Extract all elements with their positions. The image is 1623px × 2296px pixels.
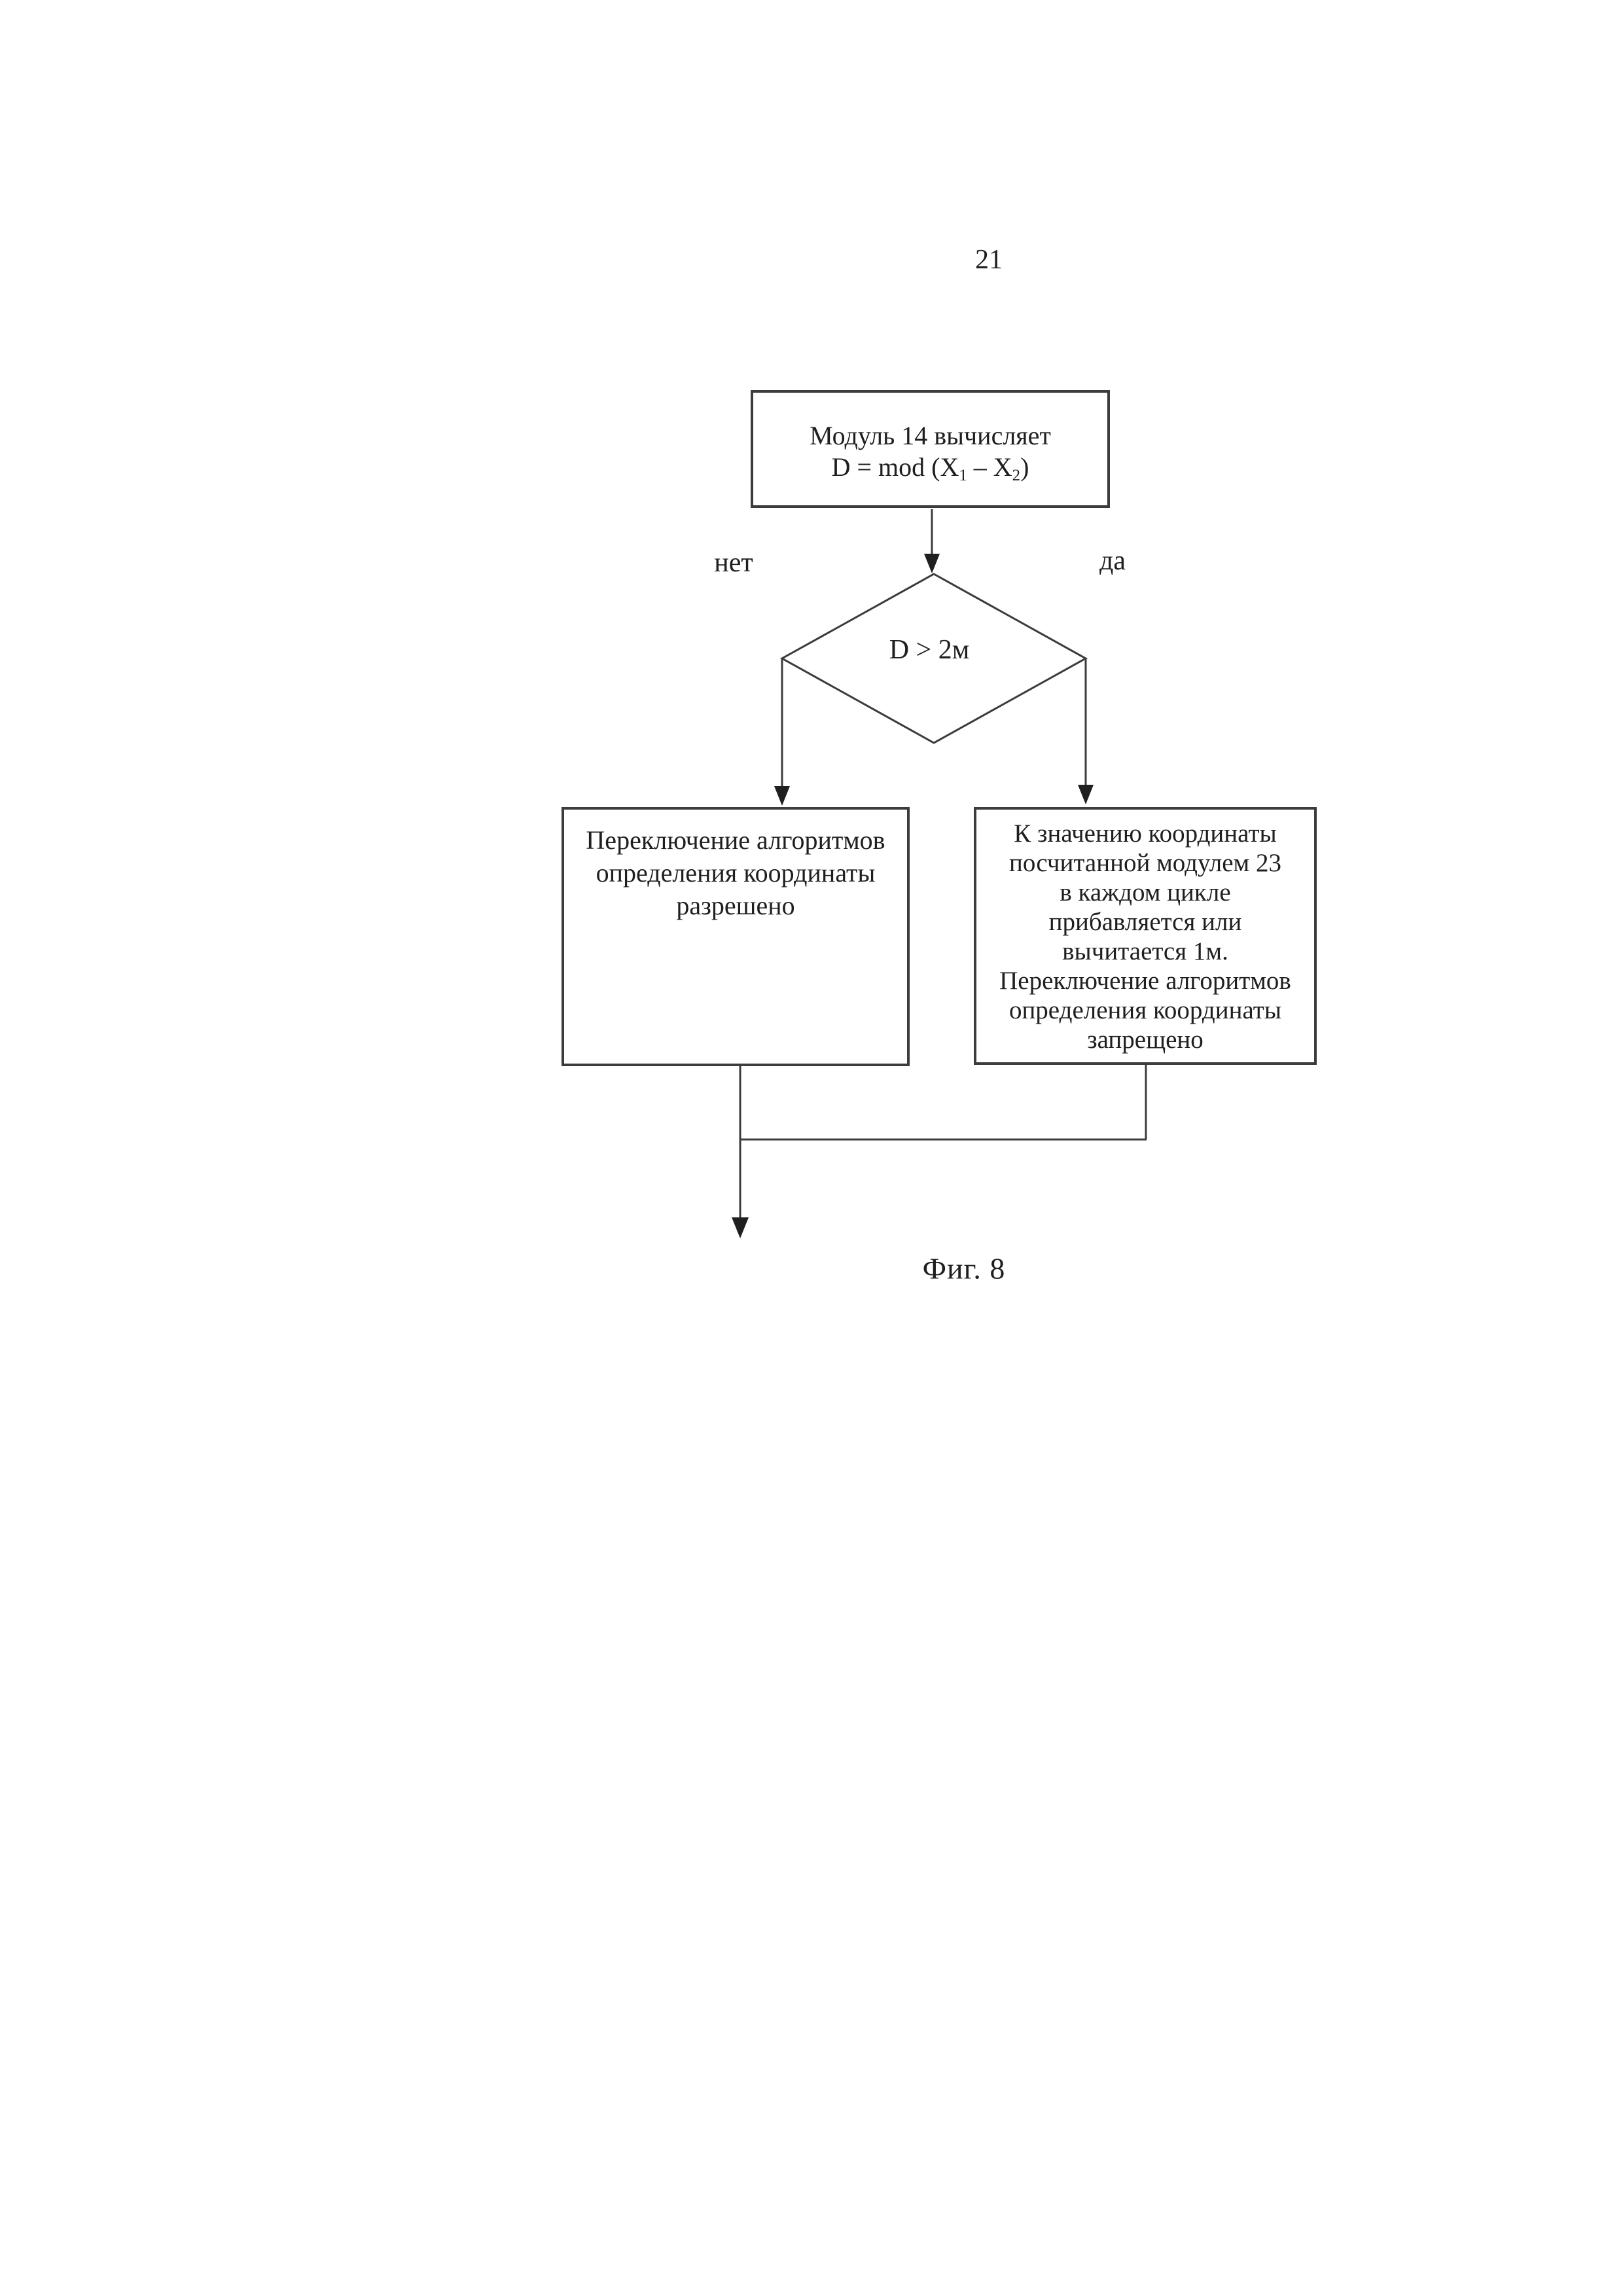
- branch-label-yes: да: [1099, 546, 1126, 576]
- left-box-line: определения координаты: [596, 858, 876, 888]
- left-box-line: разрешено: [676, 891, 795, 920]
- arrowhead-into-left-box-icon: [774, 786, 790, 806]
- right-box-line: Переключение алгоритмов: [999, 967, 1291, 995]
- outcome-box-switching-allowed: [562, 807, 910, 1066]
- formula-subscript-2: 2: [1012, 466, 1021, 484]
- right-box-line: вычитается 1м.: [1062, 937, 1228, 965]
- decision-condition: D > 2м: [889, 635, 970, 665]
- arrowhead-final-exit-icon: [732, 1217, 749, 1238]
- formula-pre: D = mod (X: [831, 452, 959, 482]
- process-box-formula: [753, 452, 1107, 483]
- right-box-line: в каждом цикле: [1060, 878, 1231, 906]
- right-box-line: К значению координаты: [1014, 819, 1277, 848]
- right-box-line: прибавляется или: [1048, 908, 1242, 936]
- figure-caption: Фиг. 8: [922, 1251, 1006, 1285]
- process-box-line1: Модуль 14 вычисляет: [810, 421, 1051, 450]
- page-number: 21: [975, 245, 1003, 275]
- arrowhead-into-decision-icon: [924, 554, 940, 573]
- left-box-line: Переключение алгоритмов: [586, 825, 885, 855]
- arrowhead-into-right-box-icon: [1078, 785, 1094, 804]
- formula-mid: – X: [967, 452, 1012, 482]
- process-box-module-14: [751, 390, 1110, 508]
- formula-post: ): [1020, 452, 1029, 482]
- formula-subscript-1: 1: [959, 466, 967, 484]
- right-box-line: запрещено: [1087, 1026, 1204, 1054]
- right-box-line: посчитанной модулем 23: [1009, 849, 1281, 877]
- right-box-line: определения координаты: [1008, 996, 1282, 1024]
- outcome-box-switching-forbidden: [974, 807, 1317, 1065]
- branch-label-no: нет: [714, 548, 753, 578]
